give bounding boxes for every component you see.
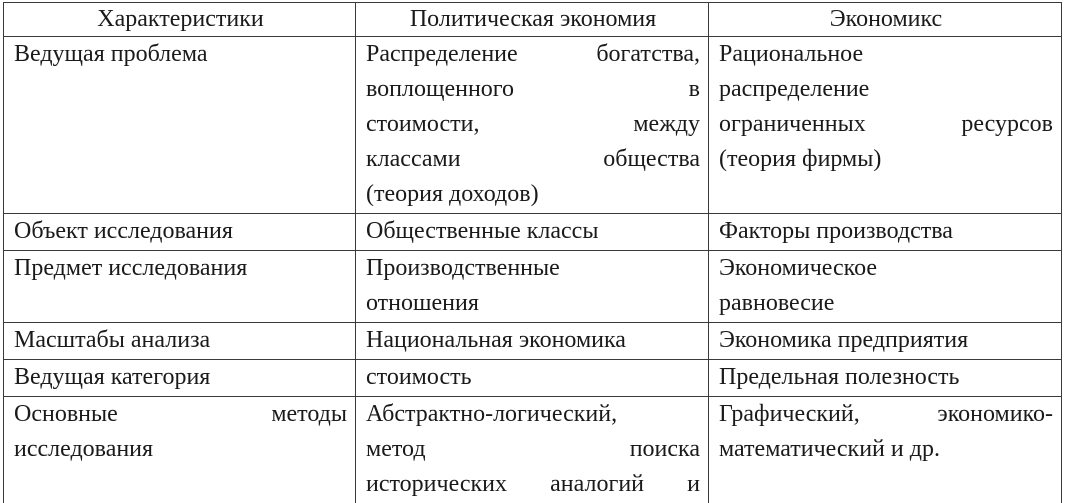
- cell-text: исследования: [14, 432, 347, 467]
- header-characteristics: Характеристики: [4, 3, 356, 37]
- comparison-table: [3, 2, 1062, 503]
- cell-text: классами общества: [366, 142, 700, 177]
- header-economics: Экономикс: [709, 3, 1062, 37]
- cell-text: математический и др.: [719, 432, 1053, 467]
- cell-text: (теория фирмы): [719, 142, 1053, 177]
- economics-cell: [709, 37, 1062, 214]
- cell-text: Производственные: [366, 251, 700, 286]
- cell-text: Предельная полезность: [719, 360, 1053, 395]
- economics-cell: [709, 360, 1062, 397]
- table-row: [4, 323, 1062, 360]
- table-row: [4, 37, 1062, 214]
- cell-text: Рациональное: [719, 37, 1053, 72]
- cell-text: Ведущая категория: [14, 360, 347, 395]
- economics-cell: [709, 323, 1062, 360]
- cell-text: Факторы производства: [719, 214, 1053, 249]
- row-characteristic-cell: [4, 251, 356, 323]
- cell-text: Основные методы: [14, 397, 347, 432]
- header-political-economy: Политическая экономия: [356, 3, 709, 37]
- cell-text: стоимости, между: [366, 107, 700, 142]
- cell-text: Объект исследования: [14, 214, 347, 249]
- cell-text: Абстрактно-логический,: [366, 397, 700, 432]
- cell-text: Распределение богатства,: [366, 37, 700, 72]
- cell-text: Экономическое: [719, 251, 1053, 286]
- political-economy-cell: [356, 360, 709, 397]
- cell-text: метод поиска: [366, 432, 700, 467]
- cell-text: Предмет исследования: [14, 251, 347, 286]
- table-row: [4, 360, 1062, 397]
- political-economy-cell: [356, 323, 709, 360]
- economics-cell: [709, 397, 1062, 503]
- cell-text: воплощенного в: [366, 72, 700, 107]
- table-header-row: [4, 3, 1062, 37]
- row-characteristic-cell: [4, 360, 356, 397]
- political-economy-cell: [356, 214, 709, 251]
- political-economy-cell: [356, 37, 709, 214]
- document-page: [3, 2, 1063, 503]
- cell-text: Экономика предприятия: [719, 323, 1053, 358]
- cell-text: равновесие: [719, 286, 1053, 321]
- cell-text: исторических аналогий и: [366, 467, 700, 502]
- economics-cell: [709, 251, 1062, 323]
- cell-text: Общественные классы: [366, 214, 700, 249]
- row-characteristic-cell: [4, 397, 356, 503]
- row-characteristic-cell: [4, 37, 356, 214]
- cell-text: Масштабы анализа: [14, 323, 347, 358]
- row-characteristic-cell: [4, 214, 356, 251]
- cell-text: (теория доходов): [366, 177, 700, 212]
- row-characteristic-cell: [4, 323, 356, 360]
- cell-text: стоимость: [366, 360, 700, 395]
- cell-text: Ведущая проблема: [14, 37, 347, 72]
- cell-text: Графический, экономико-: [719, 397, 1053, 432]
- table-row: [4, 214, 1062, 251]
- table-row: [4, 397, 1062, 503]
- cell-text: ограниченных ресурсов: [719, 107, 1053, 142]
- cell-text: распределение: [719, 72, 1053, 107]
- economics-cell: [709, 214, 1062, 251]
- cell-text: Национальная экономика: [366, 323, 700, 358]
- political-economy-cell: [356, 251, 709, 323]
- table-row: [4, 251, 1062, 323]
- cell-text: отношения: [366, 286, 700, 321]
- political-economy-cell: [356, 397, 709, 503]
